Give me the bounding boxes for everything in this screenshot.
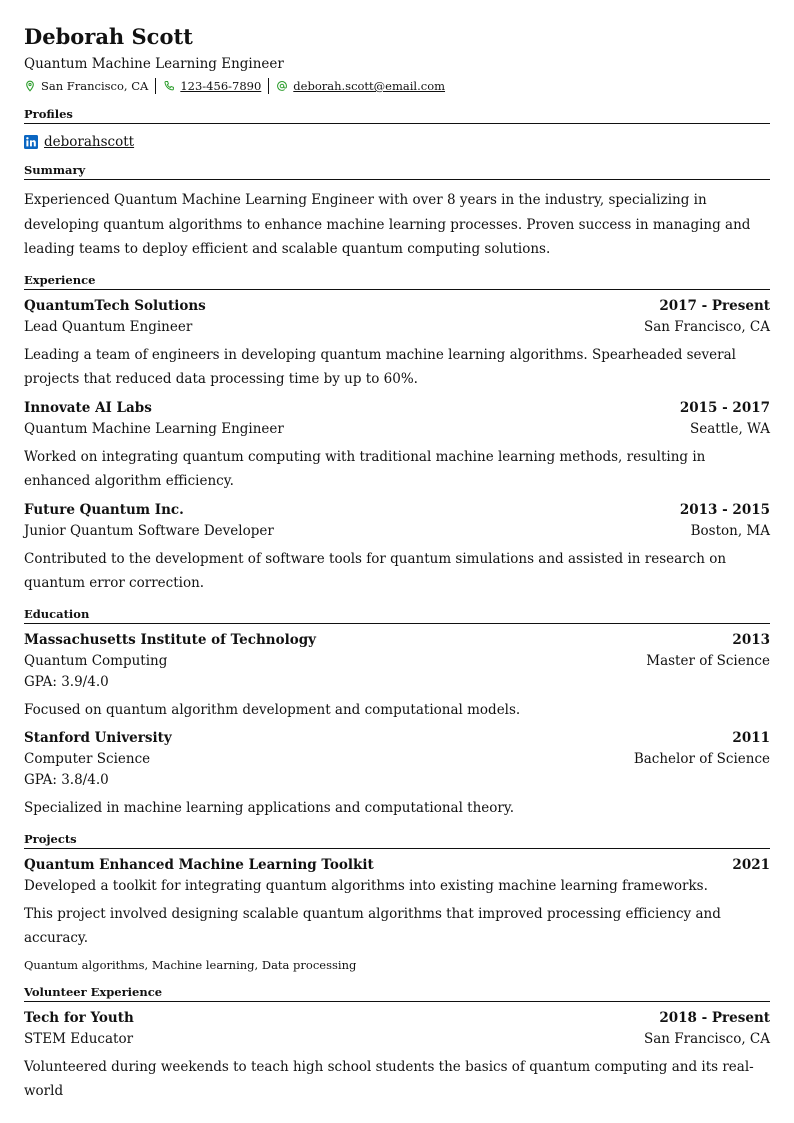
experience-section [24, 272, 770, 596]
employment-dates: 2015 - 2017 [679, 399, 770, 416]
phone-icon [163, 80, 175, 92]
volunteer-role: STEM Educator [24, 1030, 134, 1047]
volunteer-description: Volunteered during weekends to teach high school students the basics of quantum computing and its real-world [24, 1058, 754, 1099]
job-title: Lead Quantum Engineer [24, 318, 193, 335]
employment-dates: 2017 - Present [659, 297, 770, 314]
project-keywords: Quantum algorithms, Machine learning, Data processing [24, 957, 357, 972]
school-name: Massachusetts Institute of Technology [24, 631, 316, 648]
graduation-year: 2011 [732, 730, 770, 746]
contact-bar [24, 76, 770, 96]
organization-name: Tech for Youth [24, 1009, 134, 1026]
section-title-projects: Projects [24, 831, 770, 849]
company-name: Innovate AI Labs [24, 399, 152, 416]
contact-location [24, 79, 155, 93]
job-location: Boston, MA [690, 522, 770, 539]
profiles-section [24, 106, 770, 152]
section-title-volunteer: Volunteer Experience [24, 984, 770, 1002]
at-sign-icon [276, 80, 288, 92]
volunteer-section [24, 984, 770, 1104]
graduation-year: 2013 [732, 631, 770, 648]
company-name: Future Quantum Inc. [24, 501, 184, 518]
school-name: Stanford University [24, 730, 172, 746]
location-text: San Francisco, CA [41, 79, 149, 93]
field-of-study: Computer Science [24, 751, 151, 767]
employment-dates: 2013 - 2015 [679, 501, 770, 518]
experience-entry [24, 398, 770, 494]
summary-section [24, 162, 770, 262]
volunteer-location: San Francisco, CA [643, 1030, 770, 1047]
experience-entry [24, 500, 770, 596]
summary-text: Experienced Quantum Machine Learning Engineer with over 8 years in the industry, specializing in developing quantum algorithms to enhance machine learning processes. Proven success in managing and leading teams to deploy efficient and scalable quantum computing solutions. [24, 192, 751, 257]
job-title: Junior Quantum Software Developer [24, 522, 274, 539]
experience-entry [24, 296, 770, 392]
linkedin-profile-link[interactable]: deborahscott [44, 134, 135, 150]
job-title: Quantum Machine Learning Engineer [24, 420, 284, 437]
education-description: Specialized in machine learning applications and computational theory. [24, 800, 515, 816]
company-name: QuantumTech Solutions [24, 297, 206, 314]
education-section [24, 606, 770, 821]
degree: Bachelor of Science [633, 751, 770, 767]
project-summary: Developed a toolkit for integrating quantum algorithms into existing machine learning frameworks. [24, 877, 708, 894]
project-description: This project involved designing scalable quantum algorithms that improved processing efficiency and accuracy. [24, 905, 721, 946]
phone-link[interactable]: 123-456-7890 [180, 79, 262, 93]
contact-phone [156, 79, 268, 93]
candidate-headline: Quantum Machine Learning Engineer [24, 56, 284, 72]
gpa: GPA: 3.9/4.0 [24, 673, 109, 690]
candidate-name: Deborah Scott [24, 24, 193, 49]
section-title-education: Education [24, 606, 770, 624]
project-name: Quantum Enhanced Machine Learning Toolkit [24, 856, 374, 873]
job-description: Leading a team of engineers in developing quantum machine learning algorithms. Spearheaded several projects that reduced data processing time by up to 60%. [24, 346, 736, 387]
email-link[interactable]: deborah.scott@email.com [293, 79, 446, 93]
section-title-profiles: Profiles [24, 106, 770, 124]
contact-email [269, 79, 452, 93]
job-location: Seattle, WA [690, 420, 770, 437]
volunteer-dates: 2018 - Present [659, 1009, 770, 1026]
field-of-study: Quantum Computing [24, 652, 168, 669]
education-entry [24, 630, 770, 723]
section-title-summary: Summary [24, 162, 770, 180]
education-entry [24, 728, 770, 821]
section-title-experience: Experience [24, 272, 770, 290]
projects-section [24, 831, 770, 974]
degree: Master of Science [646, 652, 770, 669]
linkedin-icon [24, 135, 38, 149]
education-description: Focused on quantum algorithm development and computational models. [24, 701, 521, 718]
project-year: 2021 [732, 856, 770, 873]
project-entry [24, 855, 770, 974]
map-pin-icon [24, 80, 36, 92]
job-description: Contributed to the development of software tools for quantum simulations and assisted in research on quantum error correction. [24, 550, 727, 591]
gpa: GPA: 3.8/4.0 [24, 772, 109, 788]
job-description: Worked on integrating quantum computing with traditional machine learning methods, resulting in enhanced algorithm efficiency. [24, 448, 706, 489]
job-location: San Francisco, CA [643, 318, 770, 335]
profile-item [24, 132, 770, 152]
volunteer-entry [24, 1008, 770, 1104]
